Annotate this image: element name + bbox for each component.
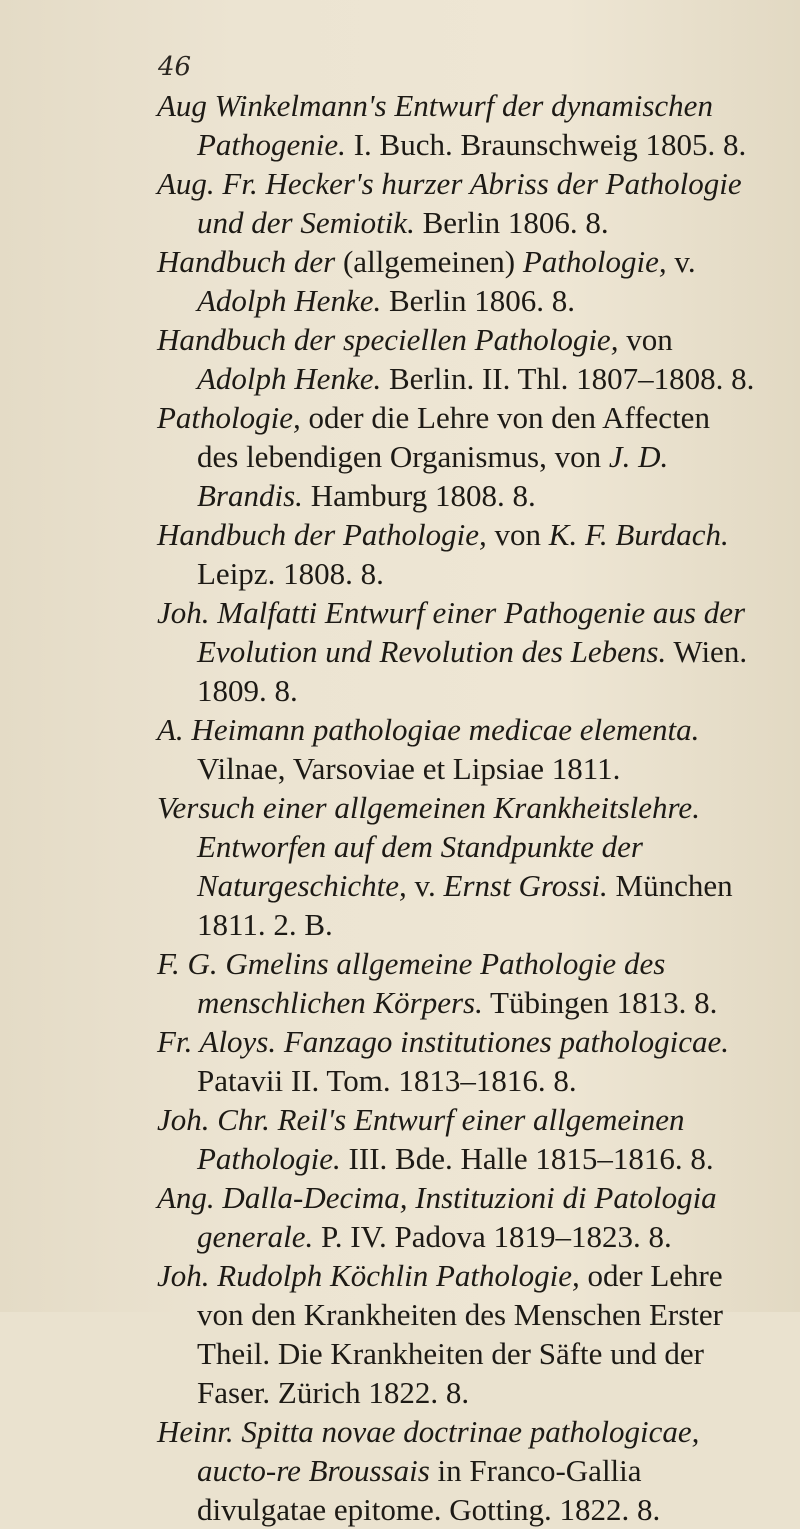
bibliography-entry: Pathologie, oder die Lehre von den Affecten des lebendigen Organismus, von J. D. Brandis. Hamburg 1808. 8. (157, 400, 710, 513)
bibliography-entry: Fr. Aloys. Fanzago institutiones pathologicae. Patavii II. Tom. 1813–1816. 8. (157, 1024, 730, 1098)
bibliography-entry: Heinr. Spitta novae doctrinae pathologicae, aucto-re Broussais in Franco-Gallia divulgatae epitome. Gotting. 1822. 8. (157, 1414, 700, 1527)
bibliography-entry: Versuch einer allgemeinen Krankheitslehre. Entworfen auf dem Standpunkte der Naturgeschichte, v. Ernst Grossi. München 1811. 2. B. (157, 790, 733, 942)
bibliography-entry: Joh. Rudolph Köchlin Pathologie, oder Lehre von den Krankheiten des Menschen Erster Theil. Die Krankheiten der Säfte und der Faser. Zürich 1822. 8. (157, 1258, 723, 1410)
bibliography-list (157, 86, 757, 1529)
bibliography-entry: Aug Winkelmann's Entwurf der dynamischen Pathogenie. I. Buch. Braunschweig 1805. 8. (157, 88, 747, 162)
bibliography-entry: F. G. Gmelins allgemeine Pathologie des menschlichen Körpers. Tübingen 1813. 8. (157, 946, 718, 1020)
bibliography-entry: Ang. Dalla-Decima, Instituzioni di Patologia generale. P. IV. Padova 1819–1823. 8. (157, 1180, 717, 1254)
bibliography-entry: Handbuch der speciellen Pathologie, von Adolph Henke. Berlin. II. Thl. 1807–1808. 8. (157, 322, 755, 396)
bibliography-entry: Handbuch der (allgemeinen) Pathologie, v. Adolph Henke. Berlin 1806. 8. (157, 244, 696, 318)
page-number: 46 (158, 52, 192, 82)
bibliography-entry: Joh. Malfatti Entwurf einer Pathogenie aus der Evolution und Revolution des Lebens. Wien. 1809. 8. (157, 595, 748, 708)
bibliography-entry: A. Heimann pathologiae medicae elementa. Vilnae, Varsoviae et Lipsiae 1811. (157, 712, 700, 786)
bibliography-entry: Handbuch der Pathologie, von K. F. Burdach. Leipz. 1808. 8. (157, 517, 729, 591)
bibliography-entry: Joh. Chr. Reil's Entwurf einer allgemeinen Pathologie. III. Bde. Halle 1815–1816. 8. (157, 1102, 714, 1176)
bibliography-entry: Aug. Fr. Hecker's hurzer Abriss der Pathologie und der Semiotik. Berlin 1806. 8. (157, 166, 742, 240)
